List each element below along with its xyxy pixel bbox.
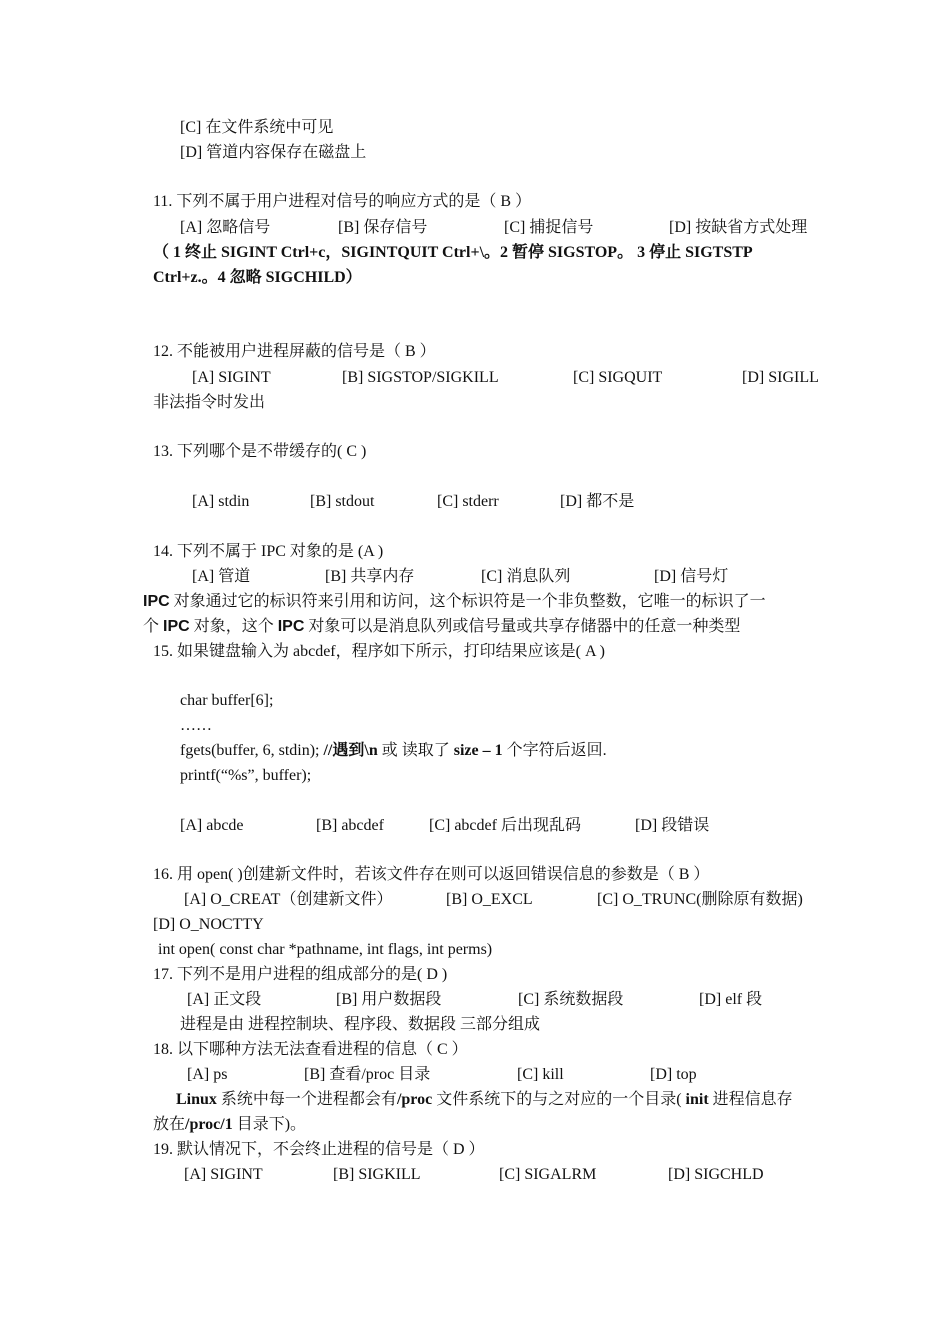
q10-option-d: [D] 管道内容保存在磁盘上 (180, 144, 367, 161)
q14-question: 14. 下列不属于 IPC 对象的是 (A ) (153, 543, 384, 560)
q16-option-b: [B] O_EXCL (446, 891, 533, 908)
ipc-term: IPC (163, 618, 190, 635)
q18-note-text: 进程信息存 (708, 1091, 793, 1108)
q11-note-line1: （ 1 终止 SIGINT Ctrl+c，SIGINTQUIT Ctrl+\。2 暂停 SIGSTOP。 3 停止 SIGTSTP (153, 244, 753, 261)
q12-option-b: [B] SIGSTOP/SIGKILL (342, 369, 499, 386)
q17-question: 17. 下列不是用户进程的组成部分的是( D ) (153, 966, 448, 983)
q13-option-b: [B] stdout (310, 493, 375, 510)
q19-option-c: [C] SIGALRM (499, 1166, 597, 1183)
q14-note-text: 对象，这个 (189, 618, 278, 635)
q16-option-c: [C] O_TRUNC(删除原有数据) (597, 891, 803, 908)
q15-option-d: [D] 段错误 (635, 817, 710, 834)
code-comment: 个字符后返回. (502, 742, 607, 759)
q12-note: 非法指令时发出 (153, 394, 266, 411)
q18-note-text: 放在 (153, 1116, 186, 1133)
proc1-term: /proc/1 (185, 1116, 233, 1133)
q15-option-b: [B] abcdef (316, 817, 384, 834)
q16-option-a: [A] O_CREAT（创建新文件） (184, 891, 393, 908)
q14-note-line1 (143, 592, 766, 612)
q14-option-d: [D] 信号灯 (654, 568, 729, 585)
q18-option-d: [D] top (650, 1066, 697, 1083)
q14-note-line2 (143, 617, 740, 637)
q15-code-line2: …… (180, 717, 212, 734)
q12-question: 12. 不能被用户进程屏蔽的信号是（ B ） (153, 343, 436, 360)
q12-option-a: [A] SIGINT (192, 369, 271, 386)
q15-question: 15. 如果键盘输入为 abcdef，程序如下所示，打印结果应该是( A ) (153, 643, 605, 660)
q11-option-b: [B] 保存信号 (338, 219, 428, 236)
init-term: init (685, 1091, 709, 1108)
q12-option-c: [C] SIGQUIT (573, 369, 663, 386)
q14-option-b: [B] 共享内存 (325, 568, 415, 585)
proc-term: /proc (396, 1091, 433, 1108)
q15-code-line4: printf(“%s”, buffer); (180, 767, 312, 784)
q19-option-d: [D] SIGCHLD (668, 1166, 764, 1183)
q18-note-text: 系统中每一个进程都会有 (216, 1091, 397, 1108)
q16-option-d: [D] O_NOCTTY (153, 916, 264, 933)
q11-question: 11. 下列不属于用户进程对信号的响应方式的是（ B ） (153, 193, 532, 210)
q18-note-line2 (153, 1115, 306, 1135)
q14-note-text: 个 (143, 618, 164, 635)
code-comment: //遇到\n (323, 742, 378, 759)
q14-option-a: [A] 管道 (192, 568, 251, 585)
q17-option-d: [D] elf 段 (699, 991, 763, 1008)
q17-option-a: [A] 正文段 (187, 991, 262, 1008)
q18-option-c: [C] kill (517, 1066, 564, 1083)
q14-note-text: 对象通过它的标识符来引用和访问，这个标识符是一个非负整数，它唯一的标识了一 (169, 593, 766, 610)
q11-option-c: [C] 捕捉信号 (504, 219, 594, 236)
q19-question: 19. 默认情况下，不会终止进程的信号是（ D ） (153, 1141, 485, 1158)
q17-note: 进程是由 进程控制块、程序段、数据段 三部分组成 (180, 1016, 541, 1033)
q16-question: 16. 用 open( )创建新文件时，若该文件存在则可以返回错误信息的参数是（ B ） (153, 866, 710, 883)
q17-option-b: [B] 用户数据段 (336, 991, 442, 1008)
q15-option-c: [C] abcdef 后出现乱码 (429, 817, 581, 834)
q12-option-d: [D] SIGILL (742, 369, 819, 386)
q15-option-a: [A] abcde (180, 817, 244, 834)
ipc-term: IPC (277, 618, 305, 635)
q13-option-a: [A] stdin (192, 493, 250, 510)
q18-note-text: 文件系统下的与之对应的一个目录( (432, 1091, 686, 1108)
linux-term: Linux (176, 1091, 217, 1108)
q18-note-line1 (176, 1090, 793, 1110)
fgets-call: fgets(buffer, 6, stdin); (180, 742, 324, 759)
q18-question: 18. 以下哪种方法无法查看进程的信息（ C ） (153, 1041, 468, 1058)
q19-option-b: [B] SIGKILL (333, 1166, 421, 1183)
q15-code-line3 (180, 741, 607, 761)
q18-option-b: [B] 查看/proc 目录 (304, 1066, 431, 1083)
q11-note-line2: Ctrl+z.。4 忽略 SIGCHILD） (153, 269, 362, 286)
q19-option-a: [A] SIGINT (184, 1166, 263, 1183)
q11-option-d: [D] 按缺省方式处理 (669, 219, 808, 236)
q10-option-c: [C] 在文件系统中可见 (180, 119, 334, 136)
code-comment: 或 读取了 (377, 742, 454, 759)
q11-option-a: [A] 忽略信号 (180, 219, 271, 236)
q17-option-c: [C] 系统数据段 (518, 991, 624, 1008)
ipc-term: IPC (143, 593, 170, 610)
q13-option-c: [C] stderr (437, 493, 499, 510)
q13-option-d: [D] 都不是 (560, 493, 635, 510)
q18-option-a: [A] ps (187, 1066, 228, 1083)
q18-note-text: 目录下)。 (232, 1116, 307, 1133)
code-comment: size – 1 (453, 742, 503, 759)
q16-note: int open( const char *pathname, int flags, int perms) (158, 941, 493, 958)
q14-option-c: [C] 消息队列 (481, 568, 571, 585)
q14-note-text: 对象可以是消息队列或信号量或共享存储器中的任意一种类型 (304, 618, 741, 635)
q13-question: 13. 下列哪个是不带缓存的( C ) (153, 443, 367, 460)
q15-code-line1: char buffer[6]; (180, 692, 274, 709)
